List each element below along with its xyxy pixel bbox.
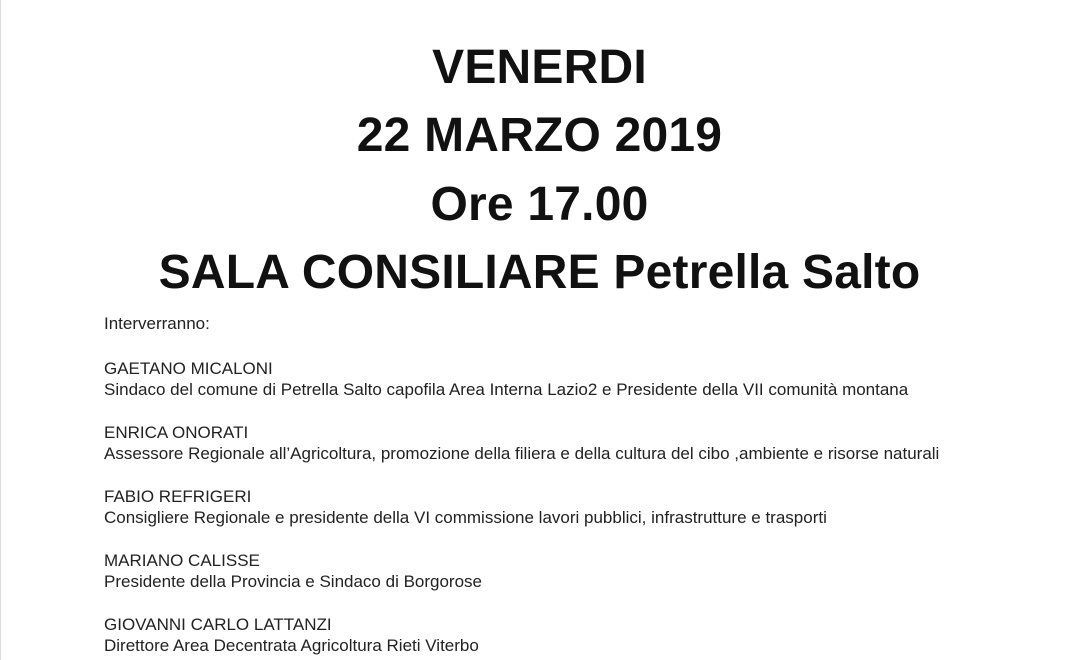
event-day: VENERDI xyxy=(432,41,647,94)
speaker-role: Consigliere Regionale e presidente della VI commissione lavori pubblici, infrastrutture e trasporti xyxy=(104,508,827,527)
speaker-role: Presidente della Provincia e Sindaco di Borgorose xyxy=(104,572,483,591)
event-time: Ore 17.00 xyxy=(430,178,649,231)
event-venue: SALA CONSILIARE Petrella Salto xyxy=(158,246,921,299)
speaker-name: MARIANO CALISSE xyxy=(104,551,260,570)
speakers-intro: Interverranno: xyxy=(104,314,210,333)
speaker-name: GIOVANNI CARLO LATTANZI xyxy=(104,615,332,634)
speaker-name: ENRICA ONORATI xyxy=(104,423,249,442)
speaker-item xyxy=(104,358,974,400)
speaker-item xyxy=(104,486,974,528)
speaker-name: GAETANO MICALONI xyxy=(104,359,273,378)
event-date: 22 MARZO 2019 xyxy=(356,109,723,162)
speaker-item xyxy=(104,550,974,592)
speaker-role: Assessore Regionale all’Agricoltura, promozione della filiera e della cultura del cibo ,ambiente e risorse naturali xyxy=(104,444,940,463)
speaker-name: FABIO REFRIGERI xyxy=(104,487,252,506)
speaker-item xyxy=(104,422,974,464)
speaker-item xyxy=(104,614,974,656)
speaker-role: Sindaco del comune di Petrella Salto capofila Area Interna Lazio2 e Presidente della VII comunità montana xyxy=(104,380,909,399)
speaker-role: Direttore Area Decentrata Agricoltura Rieti Viterbo xyxy=(104,636,479,655)
speakers-section xyxy=(104,313,974,660)
